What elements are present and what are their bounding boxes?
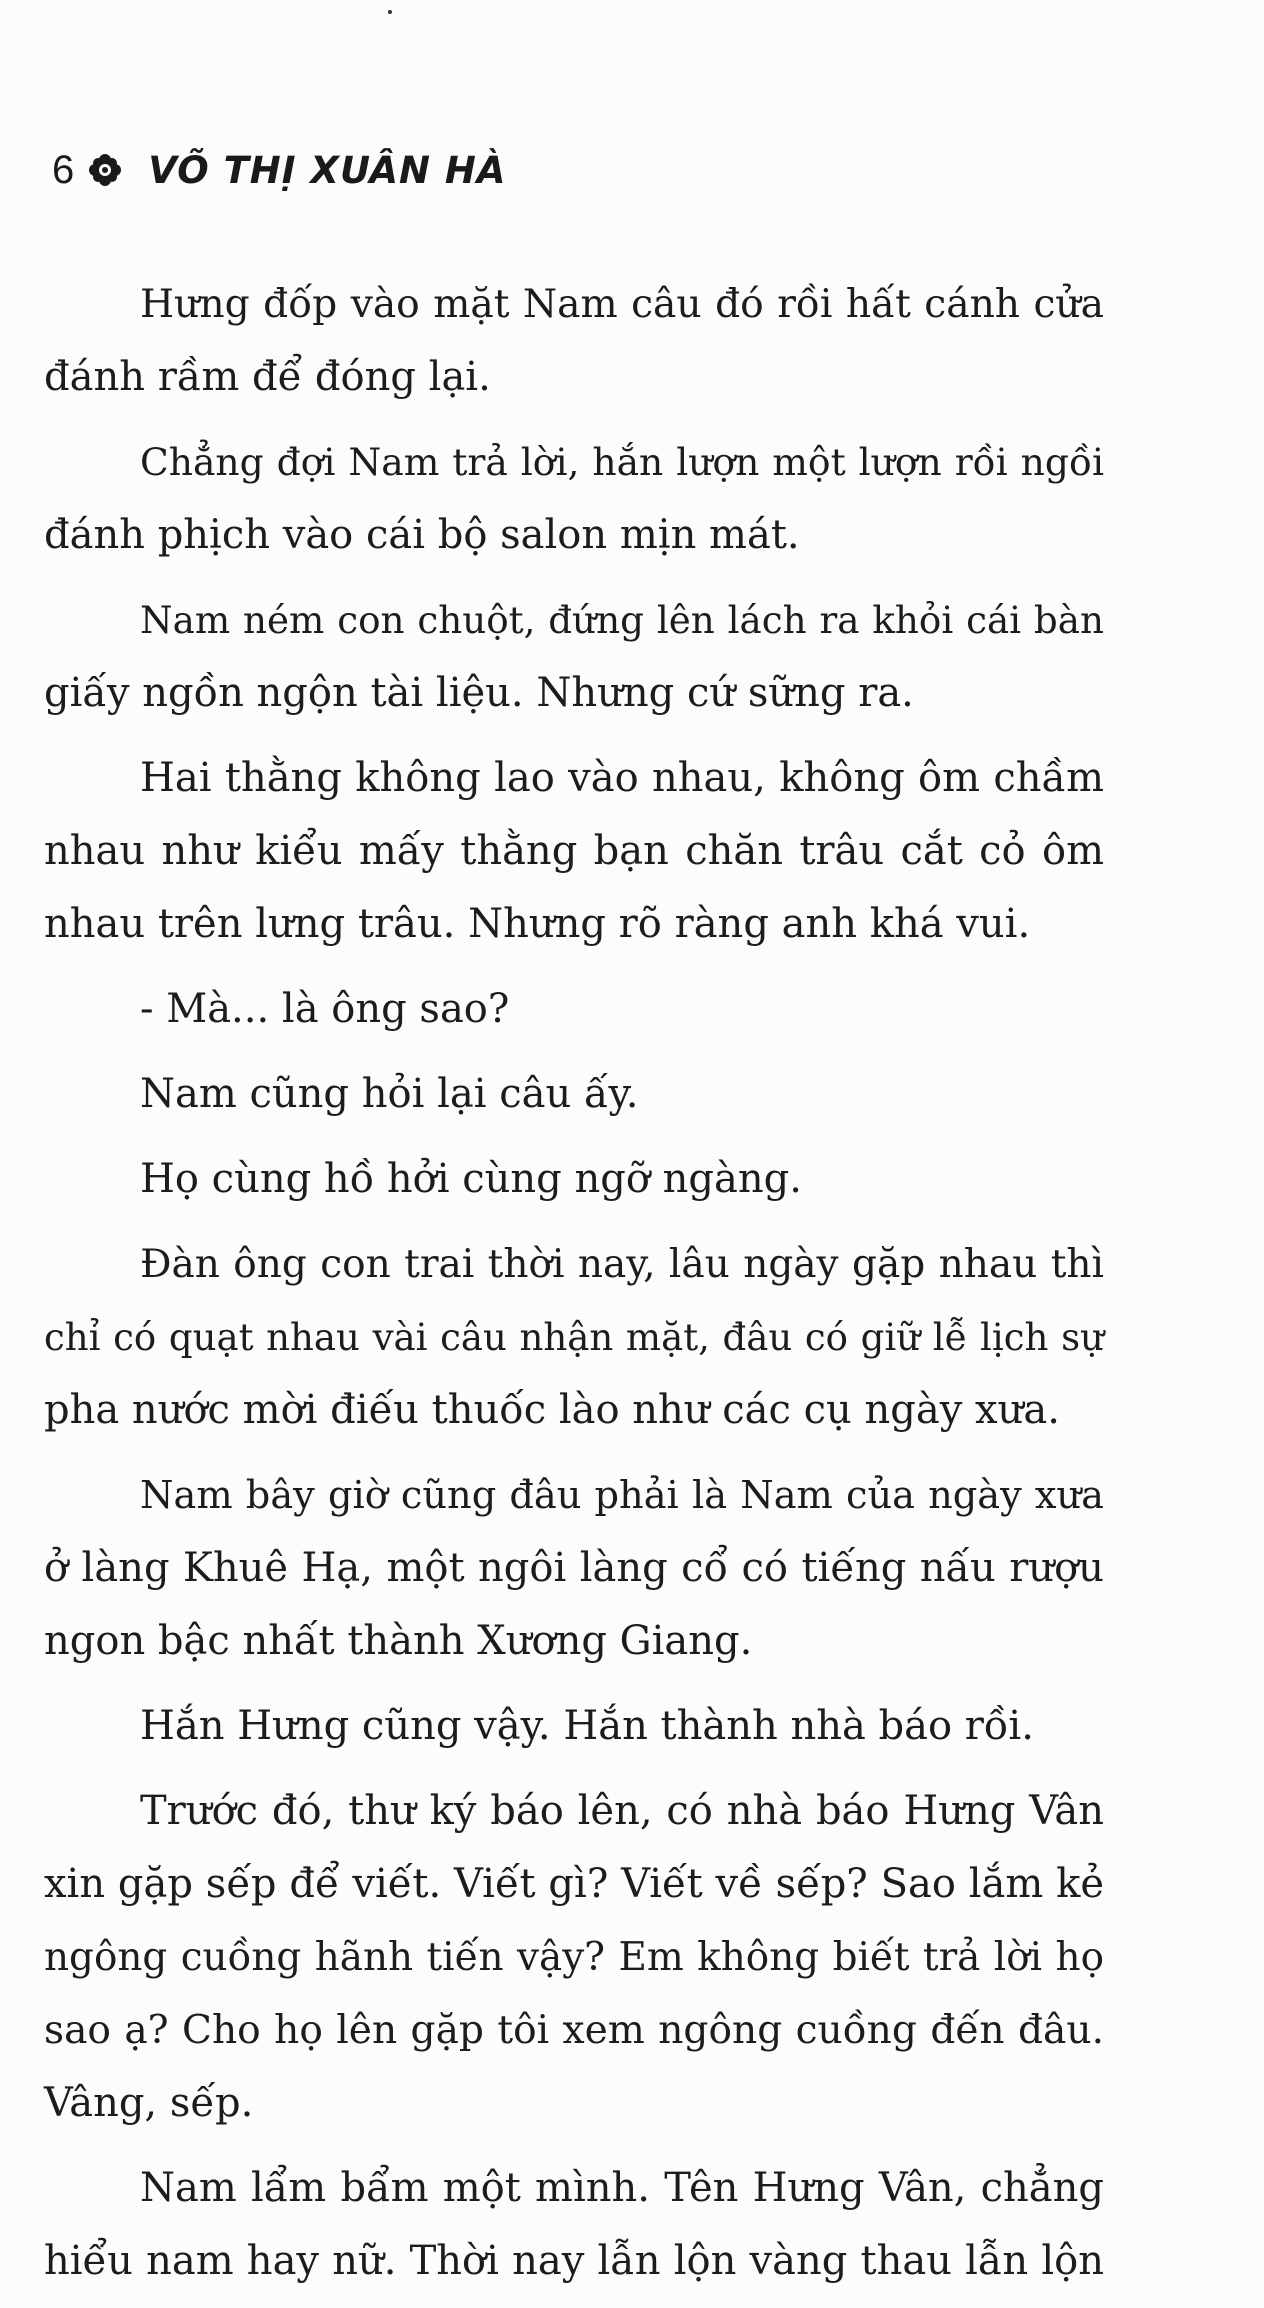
- text-line: đánh phịch vào cái bộ salon mịn mát.: [44, 512, 800, 558]
- text-line: Hắn Hưng cũng vậy. Hắn thành nhà báo rồi.: [140, 1703, 1034, 1749]
- text-line: pha nước mời điếu thuốc lào như các cụ ngày xưa.: [44, 1387, 1060, 1433]
- text-line: xin gặp sếp để viết. Viết gì? Viết về sếp? Sao lắm kẻ: [44, 1861, 1104, 1907]
- text-line: Hai thằng không lao vào nhau, không ôm chầm: [140, 755, 1104, 801]
- text-line: sao ạ? Cho họ lên gặp tôi xem ngông cuồng đến đâu.: [44, 2008, 1104, 2053]
- text-line: ngon bậc nhất thành Xương Giang.: [44, 1618, 753, 1664]
- paragraph: [0, 584, 1264, 730]
- body-text: [0, 268, 1264, 2298]
- paragraph: [0, 1775, 1264, 2140]
- text-line: giấy ngồn ngộn tài liệu. Nhưng cứ sững ra.: [44, 670, 914, 716]
- paragraph: [0, 2152, 1264, 2298]
- page-number: 6: [52, 147, 75, 192]
- text-line: chỉ có quạt nhau vài câu nhận mặt, đâu có giữ lễ lịch sự: [44, 1316, 1104, 1359]
- paragraph: [0, 973, 1264, 1046]
- paragraph: [0, 1228, 1264, 1447]
- paragraph: [0, 1058, 1264, 1131]
- text-line: Đàn ông con trai thời nay, lâu ngày gặp nhau thì: [140, 1242, 1104, 1287]
- print-speck: [388, 10, 392, 14]
- paragraph: [0, 1143, 1264, 1216]
- paragraph: [0, 268, 1264, 414]
- paragraph: [0, 426, 1264, 572]
- running-header: [52, 140, 506, 200]
- text-line: Họ cùng hồ hởi cùng ngỡ ngàng.: [140, 1156, 802, 1202]
- text-line: Nam cũng hỏi lại câu ấy.: [140, 1071, 639, 1117]
- paragraph: [0, 742, 1264, 961]
- text-line: hiểu nam hay nữ. Thời nay lẫn lộn vàng thau lẫn lộn: [44, 2238, 1104, 2284]
- flower-icon: [88, 153, 122, 187]
- text-line: Chẳng đợi Nam trả lời, hắn lượn một lượn rồi ngồi: [140, 440, 1104, 484]
- text-line: Hưng đốp vào mặt Nam câu đó rồi hất cánh cửa: [140, 282, 1104, 327]
- paragraph: [0, 1690, 1264, 1763]
- text-line: nhau trên lưng trâu. Nhưng rõ ràng anh khá vui.: [44, 901, 1031, 947]
- text-line: ngông cuồng hãnh tiến vậy? Em không biết trả lời họ: [44, 1935, 1104, 1980]
- text-line: Nam lẩm bẩm một mình. Tên Hưng Vân, chẳng: [140, 2165, 1104, 2211]
- text-line: ở làng Khuê Hạ, một ngôi làng cổ có tiếng nấu rượu: [44, 1545, 1104, 1591]
- text-line: Nam bây giờ cũng đâu phải là Nam của ngày xưa: [140, 1473, 1104, 1518]
- text-line: đánh rầm để đóng lại.: [44, 354, 491, 400]
- text-line: nhau như kiểu mấy thằng bạn chăn trâu cắt cỏ ôm: [44, 828, 1104, 874]
- text-line: Trước đó, thư ký báo lên, có nhà báo Hưng Vân: [140, 1788, 1104, 1834]
- book-author-title: VÕ THỊ XUÂN HÀ: [148, 148, 507, 192]
- text-line: Vâng, sếp.: [44, 2080, 254, 2126]
- paragraph: [0, 1459, 1264, 1678]
- text-line: - Mà... là ông sao?: [140, 986, 510, 1032]
- text-line: Nam ném con chuột, đứng lên lách ra khỏi cái bàn: [140, 598, 1104, 642]
